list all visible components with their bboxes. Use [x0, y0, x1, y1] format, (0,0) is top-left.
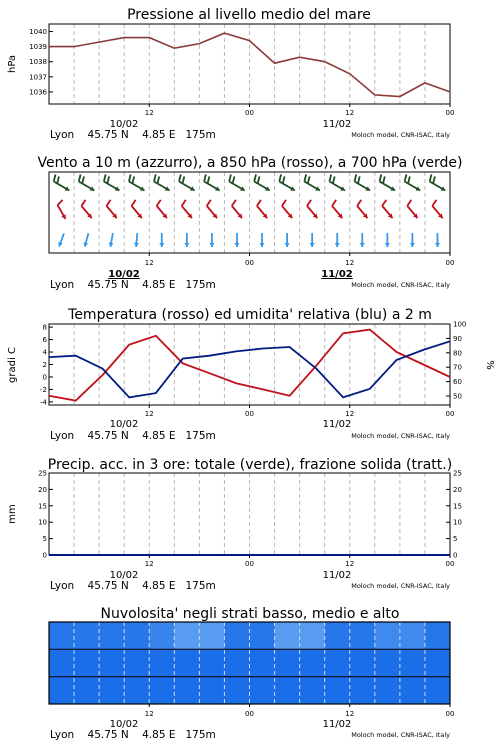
x-tick-label: 00 [445, 109, 455, 117]
y-tick-label-right: 100 [453, 320, 467, 329]
barb-10m [159, 233, 164, 247]
y-tick-label: -4 [40, 398, 47, 407]
x-tick-label: 12 [345, 109, 355, 117]
temperature-date-1: 10/02 [109, 419, 139, 430]
clouds-title: Nuvolosita' negli strati basso, medio e alto [100, 606, 400, 622]
barb-850hpa [407, 200, 417, 218]
barb-850hpa [332, 200, 342, 218]
temperature-plot-frame [49, 324, 450, 405]
y-tick-label: 8 [42, 323, 47, 332]
barb-feather [132, 176, 134, 183]
y-tick-label-right: 80 [453, 349, 462, 358]
barb-700hpa [204, 174, 220, 190]
barb-850hpa [357, 200, 367, 218]
y-tick-label: 20 [38, 485, 47, 494]
barb-feather [432, 200, 436, 206]
x-tick-label: 00 [445, 560, 455, 568]
cloud-cell [375, 622, 401, 649]
cloud-cell [275, 649, 301, 676]
cloud-cell [99, 649, 125, 676]
panel-precipitation [7, 457, 462, 592]
clouds-heatmap [49, 622, 451, 704]
barb-feather [104, 174, 106, 181]
barb-feather [308, 176, 310, 183]
clouds-date-2: 11/02 [322, 719, 352, 730]
barb-feather [258, 176, 260, 183]
y-tick-label: 1040 [29, 28, 47, 37]
barb-feather [332, 200, 336, 206]
cloud-cell [425, 649, 451, 676]
x-tick-label: 12 [345, 560, 355, 568]
barb-feather [57, 176, 59, 183]
barb-850hpa [182, 200, 192, 218]
barb-850hpa [157, 200, 167, 218]
barb-feather [208, 176, 210, 183]
barb-head [260, 243, 265, 247]
y-tick-label: 5 [42, 535, 47, 544]
barb-10m [83, 233, 88, 247]
cloud-cell [174, 622, 200, 649]
x-tick-label: 12 [144, 259, 154, 267]
x-tick-label: 00 [245, 109, 254, 117]
barb-850hpa [132, 200, 142, 218]
pressure-series [49, 33, 450, 96]
cloud-cell [124, 677, 150, 704]
clouds-location: Lyon 45.75 N 4.85 E 175m [50, 729, 216, 741]
barb-feather [254, 174, 256, 181]
pressure-date-1: 10/02 [109, 119, 139, 130]
cloud-cell [275, 622, 301, 649]
y-tick-label-right: 25 [453, 469, 462, 478]
barb-feather [279, 174, 281, 181]
cloud-cell [224, 649, 250, 676]
barb-10m [285, 233, 290, 247]
barb-feather [333, 176, 335, 183]
y-tick-label: 1038 [29, 58, 47, 67]
barb-feather [257, 200, 261, 206]
barb-feather [82, 176, 84, 183]
clouds-date-1: 10/02 [109, 719, 139, 730]
pressure-y-label: hPa [7, 54, 18, 74]
temperature-y-ticks [40, 324, 53, 407]
y-tick-label: 25 [38, 469, 47, 478]
wind-location: Lyon 45.75 N 4.85 E 175m [50, 279, 216, 291]
barb-700hpa [405, 174, 421, 190]
wind-x-ticks [145, 253, 455, 267]
cloud-cell [250, 622, 276, 649]
barb-700hpa [254, 174, 270, 190]
barb-feather [132, 200, 136, 206]
precipitation-credit: Moloch model, CNR-ISAC, Italy [351, 582, 450, 590]
barb-850hpa [207, 200, 217, 218]
cloud-cell [74, 677, 100, 704]
temperature-x-ticks [145, 405, 455, 418]
cloud-cell [300, 622, 326, 649]
barb-850hpa [107, 200, 117, 218]
cloud-cell [149, 649, 175, 676]
precipitation-date-2: 11/02 [322, 570, 352, 581]
barb-feather [430, 174, 432, 181]
barb-head [335, 243, 340, 247]
y-tick-label-right: 15 [453, 502, 462, 511]
panel-pressure [7, 7, 454, 141]
precipitation-y-label: mm [7, 504, 18, 524]
barb-feather [407, 200, 411, 206]
wind-date-1: 10/02 [108, 269, 140, 280]
barb-feather [154, 174, 156, 181]
precipitation-date-1: 10/02 [109, 570, 139, 581]
y-tick-label-right: 10 [453, 518, 462, 527]
barb-10m [435, 233, 440, 247]
cloud-cell [325, 677, 351, 704]
barb-feather [304, 174, 306, 181]
barb-head [310, 243, 315, 247]
cloud-cell [400, 649, 426, 676]
barb-700hpa [354, 174, 370, 190]
temperature-grid [74, 324, 425, 405]
y-tick-label: 15 [38, 502, 47, 511]
barb-feather [282, 200, 286, 206]
y-tick-label-right: 5 [453, 535, 458, 544]
barb-head [435, 243, 440, 247]
humidity-y-ticks [446, 321, 466, 401]
barb-700hpa [329, 174, 345, 190]
cloud-cell [224, 677, 250, 704]
y-tick-label: 0 [42, 551, 47, 560]
barb-10m [335, 233, 340, 247]
barb-700hpa [279, 174, 295, 190]
barb-feather [204, 174, 206, 181]
y-tick-label: 0 [42, 373, 47, 382]
panel-wind [37, 155, 462, 291]
barb-850hpa [58, 200, 66, 219]
barb-feather [107, 176, 109, 183]
clouds-credit: Moloch model, CNR-ISAC, Italy [351, 731, 450, 739]
barb-head [134, 243, 139, 247]
barb-feather [354, 174, 356, 181]
barb-feather [233, 176, 235, 183]
y-tick-label-right: 0 [453, 551, 458, 560]
y-tick-label: 4 [42, 348, 47, 357]
barb-700hpa [304, 174, 320, 190]
barb-feather [79, 174, 81, 181]
cloud-cell [224, 622, 250, 649]
barb-feather [183, 176, 185, 183]
cloud-cell [350, 649, 376, 676]
x-tick-label: 12 [345, 410, 355, 418]
barb-850hpa [382, 200, 392, 218]
barb-head [385, 243, 390, 247]
wind-credit: Moloch model, CNR-ISAC, Italy [351, 281, 450, 289]
pressure-plot-frame [49, 24, 450, 104]
cloud-cell [425, 677, 451, 704]
barb-feather [358, 176, 360, 183]
cloud-cell [74, 649, 100, 676]
cloud-cell [124, 649, 150, 676]
x-tick-label: 12 [345, 259, 355, 267]
barb-feather [383, 176, 385, 183]
cloud-cell [375, 649, 401, 676]
y-tick-label: 10 [38, 518, 47, 527]
pressure-date-2: 11/02 [322, 119, 352, 130]
x-tick-label: 00 [445, 259, 455, 267]
cloud-cell [199, 622, 225, 649]
barb-700hpa [380, 174, 396, 190]
y-tick-label: 2 [42, 361, 47, 369]
barb-feather [405, 174, 407, 181]
barb-10m [58, 233, 64, 246]
y-tick-label: 6 [42, 336, 47, 345]
x-tick-label: 00 [245, 410, 254, 418]
cloud-cell [74, 622, 100, 649]
barb-feather [179, 174, 181, 181]
precipitation-grid [74, 473, 425, 555]
cloud-cell [350, 622, 376, 649]
barb-700hpa [229, 174, 245, 190]
barb-10m [360, 233, 365, 247]
cloud-cell [300, 677, 326, 704]
cloud-cell [199, 649, 225, 676]
barb-feather [380, 174, 382, 181]
temperature-location: Lyon 45.75 N 4.85 E 175m [50, 430, 216, 442]
barb-feather [408, 176, 410, 183]
barb-700hpa [179, 174, 195, 190]
barb-feather [157, 176, 159, 183]
cloud-cell [199, 677, 225, 704]
barb-10m [260, 233, 265, 247]
cloud-cell [325, 622, 351, 649]
barb-feather [229, 174, 231, 181]
cloud-cell [425, 622, 451, 649]
cloud-cell [400, 677, 426, 704]
cloud-cell [174, 677, 200, 704]
x-tick-label: 00 [445, 710, 455, 718]
barb-700hpa [430, 174, 446, 190]
temperature-credit: Moloch model, CNR-ISAC, Italy [351, 432, 450, 440]
panel-clouds [49, 606, 454, 741]
barb-head [410, 243, 415, 247]
barb-850hpa [307, 200, 317, 218]
barb-700hpa [129, 174, 145, 190]
barb-feather [58, 200, 63, 205]
cloud-cell [174, 649, 200, 676]
cloud-cell [325, 649, 351, 676]
x-tick-label: 12 [144, 710, 154, 718]
cloud-cell [250, 677, 276, 704]
barb-10m [385, 233, 390, 247]
barb-10m [310, 233, 315, 247]
cloud-cell [49, 677, 75, 704]
barb-feather [107, 200, 111, 206]
barb-10m [234, 233, 239, 247]
y-tick-label: 1037 [29, 73, 47, 82]
barb-head [360, 243, 365, 247]
y-tick-label-right: 60 [453, 378, 462, 387]
cloud-cell [49, 649, 75, 676]
cloud-cell [149, 622, 175, 649]
precipitation-x-ticks [145, 555, 455, 568]
y-tick-label: 1036 [29, 88, 47, 97]
x-tick-label: 00 [245, 259, 254, 267]
barb-feather [182, 200, 186, 206]
cloud-cell [375, 677, 401, 704]
cloud-cell [275, 677, 301, 704]
barb-850hpa [282, 200, 292, 218]
precipitation-plot-frame [49, 473, 450, 555]
temperature-y-label: gradi C [7, 347, 18, 383]
barb-feather [232, 200, 236, 206]
barb-feather [357, 200, 361, 206]
pressure-credit: Moloch model, CNR-ISAC, Italy [351, 131, 450, 139]
barb-feather [307, 200, 311, 206]
cloud-cell [124, 622, 150, 649]
pressure-line [49, 33, 450, 96]
x-tick-label: 12 [144, 109, 154, 117]
pressure-title: Pressione al livello medio del mare [127, 7, 371, 23]
barb-feather [382, 200, 386, 206]
pressure-x-ticks [145, 104, 455, 117]
barb-feather [129, 174, 131, 181]
y-tick-label-right: 50 [453, 392, 462, 401]
cloud-cell [350, 677, 376, 704]
barb-head [159, 243, 164, 247]
cloud-cell [250, 649, 276, 676]
barb-850hpa [232, 200, 242, 218]
barb-10m [109, 233, 114, 247]
barb-feather [329, 174, 331, 181]
wind-title: Vento a 10 m (azzurro), a 850 hPa (rosso), a 700 hPa (verde) [37, 155, 463, 171]
x-tick-label: 12 [144, 560, 154, 568]
barb-head [209, 243, 214, 247]
temperature-title: Temperatura (rosso) ed umidita' relativa (blu) a 2 m [68, 307, 432, 323]
humidity-y-label: % [484, 360, 495, 370]
cloud-cell [99, 622, 125, 649]
barb-feather [81, 200, 85, 206]
precipitation-y-ticks [38, 470, 53, 560]
y-tick-label: 1039 [29, 43, 47, 52]
y-tick-label: -2 [40, 385, 47, 394]
y-tick-label-right: 20 [453, 485, 462, 494]
cloud-cell [300, 649, 326, 676]
wind-grid [74, 172, 425, 253]
barb-feather [207, 200, 211, 206]
y-tick-label-right: 70 [453, 363, 462, 372]
clouds-x-ticks [145, 704, 455, 718]
barb-10m [184, 233, 189, 247]
barb-700hpa [54, 174, 70, 190]
barb-head [285, 243, 290, 247]
barb-10m [134, 233, 139, 247]
barb-10m [410, 233, 415, 247]
x-tick-label: 00 [245, 710, 254, 718]
barb-850hpa [257, 200, 267, 218]
temperature-date-2: 11/02 [322, 419, 352, 430]
barb-feather [283, 176, 285, 183]
x-tick-label: 00 [245, 560, 254, 568]
barb-850hpa [432, 200, 442, 218]
y-tick-label-right: 90 [453, 334, 462, 343]
cloud-cell [99, 677, 125, 704]
barb-head [234, 243, 239, 247]
barb-10m [209, 233, 214, 247]
precipitation-title: Precip. acc. in 3 ore: totale (verde), frazione solida (tratt.) [47, 457, 453, 473]
cloud-cell [149, 677, 175, 704]
wind-date-2: 11/02 [321, 269, 353, 280]
barb-feather [433, 176, 435, 183]
barb-head [184, 243, 189, 247]
barb-700hpa [104, 174, 120, 190]
x-tick-label: 12 [345, 710, 355, 718]
barb-feather [54, 174, 56, 181]
barb-700hpa [79, 174, 95, 190]
cloud-cell [49, 622, 75, 649]
pressure-location: Lyon 45.75 N 4.85 E 175m [50, 129, 216, 141]
precipitation-location: Lyon 45.75 N 4.85 E 175m [50, 580, 216, 592]
barb-700hpa [154, 174, 170, 190]
cloud-cell [400, 622, 426, 649]
x-tick-label: 00 [445, 410, 455, 418]
barb-850hpa [81, 200, 91, 218]
panel-temperature [7, 307, 495, 442]
barb-feather [157, 200, 161, 206]
precipitation-y-ticks-right [446, 470, 462, 560]
x-tick-label: 12 [144, 410, 154, 418]
